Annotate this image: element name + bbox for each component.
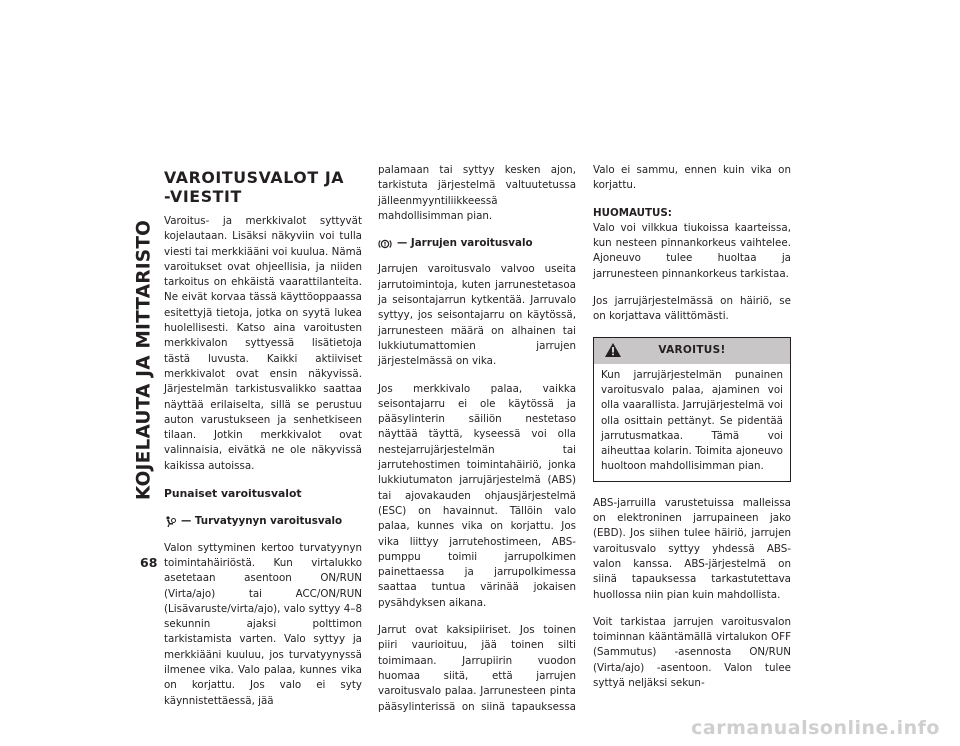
paragraph-fault-remains: Valo ei sammu, ennen kuin vika on korjattu. (593, 164, 791, 192)
section-title: VAROITUSVALOT JA -VIESTIT (164, 168, 345, 206)
airbag-heading: — Turvatyynyn varoitusvalo (164, 514, 362, 529)
warning-triangle-icon (604, 342, 622, 358)
svg-text:carmanualsonline.info: carmanualsonline.info (691, 717, 940, 739)
continuation-paragraph: palamaan tai syttyy kesken ajon, tarkistuta järjestelmä valtuutetussa jälleenmyyntiliikkeessä mahdollisimman pian. (378, 164, 576, 222)
check-paragraph: Voit tarkistaa jarrujen varoitusvalon toiminnan kääntämällä virtalukon OFF (Sammutus) -asennosta ON/RUN (Virta/ajo) -asentoon. Valon tulee syttyä neljäksi sekun- (593, 615, 791, 690)
red-lights-subhead: Punaiset varoitusvalot (164, 487, 302, 501)
warning-body (594, 364, 790, 481)
column-3 (593, 163, 791, 703)
brake-paragraph-1: Jarrujen varoitusvalo valvoo useita jarrutoimintoja, kuten jarrunestetasoa ja seisontajarrun kytkentää. Jarruvalo syttyy, jos seisontajarru on käytössä, jarrunesteen määrä on alhainen tai lukkiutumattomien jarrujen järjestelmässä on vika. (378, 263, 576, 368)
airbag-paragraph: Valon syttyminen kertoo turvatyynyn toimintahäiriöstä. Kun virtalukko asetetaan asentoon ON/RUN (Virta/ajo) tai ACC/ON/RUN (Lisävaruste/virta/ajo), valo syttyy 4–8 sekunnin ajaksi polttimon tarkistamista varten. Valo syttyy ja merkkiääni kuuluu, jos turvatyynyssä ilmenee vika. Valo palaa, kunnes vika on korjattu. Jos valo ei syty käynnistettäessä, jää (164, 541, 362, 707)
footer (0, 714, 960, 742)
ebd-paragraph: ABS-jarruilla varustetuissa malleissa on elektroninen jarrupaineen jako (EBD). Jos siihen tulee häiriö, jarrujen varoitusvalo syttyy yhdessä ABS-valon kanssa. ABS-järjestelmä on siinä tapauksessa tarkastutettava huollossa niin pian kuin mahdollista. (593, 496, 791, 601)
brake-warning-icon (378, 238, 392, 250)
chapter-side-title: KOJELAUTA JA MITTARISTO (133, 219, 155, 501)
watermark-logo (0, 714, 960, 742)
column-1 (164, 214, 362, 721)
column-2 (378, 163, 576, 742)
warning-text: Kun jarrujärjestelmän punainen varoitusvalo palaa, ajaminen voi olla vaarallista. Jarrujärjestelmä voi olla osittain pettänyt. Se pidentää jarrutusmatkaa. Tämä voi aiheuttaa kolarin. Toimita ajoneuvo huoltoon mahdollisimman pian. (601, 368, 783, 473)
warning-box (593, 337, 791, 482)
warning-header (594, 338, 790, 364)
brake-paragraph-2: Jos merkkivalo palaa, vaikka seisontajarru ei ole käytössä ja pääsylinterin säiliön nestetaso näyttää täyttä, kyseessä voi olla nestejarrujärjestelmän tai jarrutehostimen toimintahäiriö, jonka lukkiutumaton jarrujärjestelmä (ABS) tai ajovakauden ohjausjärjestelmä (ESC) on havainnut. Tällöin valo palaa, kunnes vika on korjattu. Jos vika liittyy jarrutehostimeen, ABS-pumppu toimii jarrupolkimen painettaessa ja jarrupolkimessa saattaa tuntua värinää jokaisen pysähdyksen aikana. (378, 382, 576, 609)
brake-paragraph-3: Jarrut ovat kaksipiiriset. Jos toinen piiri vaurioituu, jää toinen silti toimimaan. Jarrupiirin vuodon huomaa siitä, että jarrujen varoitusvalo palaa. Jarrunesteen pinta pääsylinterissä on siinä tapauksessa (378, 624, 576, 713)
airbag-icon (164, 516, 176, 528)
paragraph-repair: Jos jarrujärjestelmässä on häiriö, se on korjattava välittömästi. (593, 295, 791, 323)
note-text: Valo voi vilkkua tiukoissa kaarteissa, kun nesteen pinnankorkeus vaihtelee. Ajoneuvo tulee huoltaa ja jarrunesteen pinnankorkeus tarkistaa. (593, 221, 791, 280)
intro-paragraph: Varoitus- ja merkkivalot syttyvät kojelautaan. Lisäksi näkyviin voi tulla viesti tai merkkiääni voi kuulua. Nämä varoitukset ovat ohjeellisia, ja niiden tarkoitus on ehkäistä vaarattilanteita. Ne eivät korvaa tässä käyttöoppaassa esitettyjä tietoja, jotka on syytä lukea huolellisesti. Katso aina varoitusten merkkivalon syttyessä lisätietoja tästä luvusta. Kaikki aktiiviset merkkivalot ovat ensin näkyvissä. Järjestelmän tarkistusvalikko saattaa näyttää erilaiselta, sillä se perustuu auton varustukseen ja senhetkiseen tilaan. Jotkin merkkivalot ovat valinnaisia, eivätkä ne ole näkyvissä kaikissa autoissa. (164, 215, 362, 472)
page-number: 68 (140, 555, 158, 570)
brake-heading: — Jarrujen varoitusvalo (378, 236, 576, 251)
note-label: HUOMAUTUS: (593, 206, 672, 219)
warning-title: VAROITUS! (658, 344, 726, 357)
